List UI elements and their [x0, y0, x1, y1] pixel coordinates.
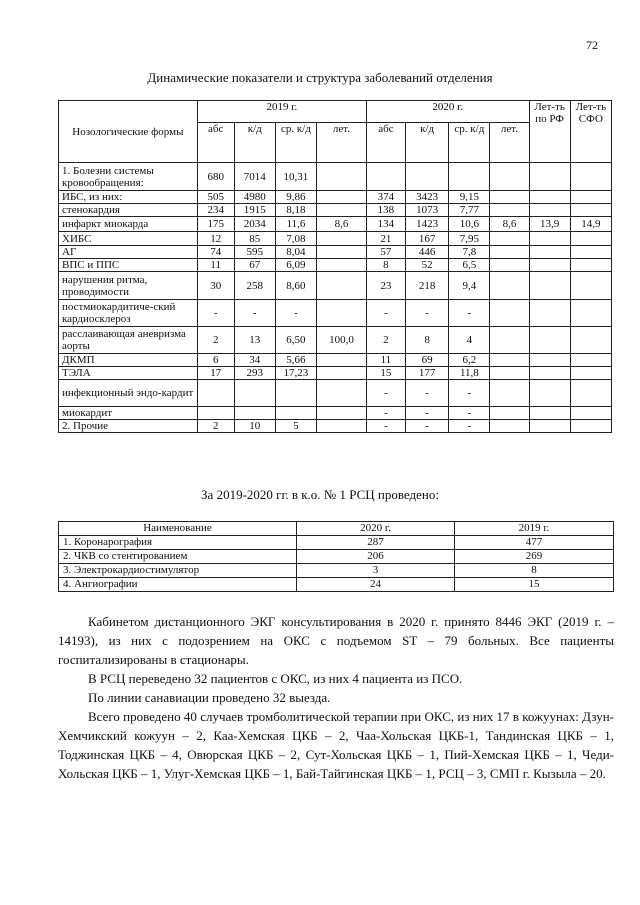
cell-s19: [275, 380, 316, 407]
cell-l19: [317, 354, 367, 367]
paragraph-transfer: В РСЦ переведено 32 пациентов с ОКС, из них 4 пациента из ПСО.: [88, 671, 463, 686]
cell-s20: -: [449, 380, 490, 407]
row-label: инфекционный эндо-кардит: [59, 380, 198, 407]
table-row: [59, 327, 612, 354]
cell-rf: [529, 420, 570, 433]
cell-sfo: [570, 354, 611, 367]
cell-v2020: 24: [297, 578, 455, 592]
cell-s19: [275, 407, 316, 420]
table-row: [59, 420, 612, 433]
cell-l20: [490, 163, 529, 191]
table-row: [59, 578, 614, 592]
cell-a20: 134: [366, 217, 405, 232]
page-number: 72: [586, 38, 598, 52]
cell-l20: [490, 300, 529, 327]
cell-s20: [449, 163, 490, 191]
cell-l19: [317, 272, 367, 300]
cell-k19: 7014: [234, 163, 275, 191]
subtitle: За 2019-2020 гг. в к.о. № 1 РСЦ проведено:: [201, 487, 439, 502]
cell-k20: 1073: [405, 204, 448, 217]
cell-k20: [405, 163, 448, 191]
cell-sfo: [570, 232, 611, 246]
cell-k19: 258: [234, 272, 275, 300]
table-row: [59, 380, 612, 407]
row-label: 1. Болезни системы кровообращения:: [59, 163, 198, 191]
cell-k19: 67: [234, 259, 275, 272]
cell-l19: [317, 246, 367, 259]
cell-s19: -: [275, 300, 316, 327]
cell-l20: [490, 259, 529, 272]
cell-sfo: [570, 246, 611, 259]
cell-rf: [529, 272, 570, 300]
cell-k19: [234, 380, 275, 407]
cell-s20: 11,8: [449, 367, 490, 380]
cell-name: 2. ЧКВ со стентированием: [59, 550, 297, 564]
cell-k19: 34: [234, 354, 275, 367]
header-srkd: ср. к/д: [275, 123, 316, 163]
cell-k20: 446: [405, 246, 448, 259]
cell-k19: 1915: [234, 204, 275, 217]
cell-sfo: [570, 204, 611, 217]
cell-k19: 10: [234, 420, 275, 433]
cell-l19: [317, 204, 367, 217]
cell-rf: [529, 246, 570, 259]
cell-rf: [529, 259, 570, 272]
cell-a19: 680: [197, 163, 234, 191]
cell-rf: [529, 327, 570, 354]
header-2019: 2019 г.: [197, 101, 366, 123]
cell-rf: 13,9: [529, 217, 570, 232]
cell-s20: -: [449, 300, 490, 327]
cell-a20: -: [366, 380, 405, 407]
cell-k20: -: [405, 300, 448, 327]
header-nozo: Нозологические формы: [59, 101, 198, 163]
cell-l19: 8,6: [317, 217, 367, 232]
cell-sfo: [570, 380, 611, 407]
cell-a20: 2: [366, 327, 405, 354]
header-2019: 2019 г.: [455, 522, 614, 536]
table-row: [59, 354, 612, 367]
cell-a19: 234: [197, 204, 234, 217]
cell-sfo: [570, 163, 611, 191]
cell-s20: 6,5: [449, 259, 490, 272]
cell-v2019: 8: [455, 564, 614, 578]
cell-a20: [366, 163, 405, 191]
row-label: ДКМП: [59, 354, 198, 367]
table-row: [59, 272, 612, 300]
cell-a19: 505: [197, 191, 234, 204]
cell-s19: 17,23: [275, 367, 316, 380]
header-srkd: ср. к/д: [449, 123, 490, 163]
row-label: ВПС и ППС: [59, 259, 198, 272]
cell-a19: [197, 380, 234, 407]
cell-s19: 6,09: [275, 259, 316, 272]
table-row: [59, 191, 612, 204]
table-row: [59, 564, 614, 578]
cell-k20: 218: [405, 272, 448, 300]
header-2020: 2020 г.: [366, 101, 529, 123]
cell-v2020: 3: [297, 564, 455, 578]
cell-sfo: [570, 191, 611, 204]
cell-l20: [490, 204, 529, 217]
cell-a19: [197, 407, 234, 420]
cell-a19: 12: [197, 232, 234, 246]
cell-a20: -: [366, 300, 405, 327]
cell-name: 1. Коронарография: [59, 536, 297, 550]
cell-l20: [490, 232, 529, 246]
row-label: ИБС, из них:: [59, 191, 198, 204]
cell-k19: [234, 407, 275, 420]
cell-a20: 21: [366, 232, 405, 246]
cell-rf: [529, 354, 570, 367]
cell-a20: 138: [366, 204, 405, 217]
header-2020: 2020 г.: [297, 522, 455, 536]
table-row: [59, 246, 612, 259]
cell-a20: 11: [366, 354, 405, 367]
row-label: АГ: [59, 246, 198, 259]
cell-s20: 7,8: [449, 246, 490, 259]
cell-rf: [529, 367, 570, 380]
cell-l19: [317, 163, 367, 191]
cell-k20: -: [405, 380, 448, 407]
cell-a19: 2: [197, 327, 234, 354]
cell-l20: [490, 191, 529, 204]
cell-s19: 10,31: [275, 163, 316, 191]
row-label: инфаркт миокарда: [59, 217, 198, 232]
cell-a20: 8: [366, 259, 405, 272]
table-row: [59, 300, 612, 327]
cell-s20: 9,15: [449, 191, 490, 204]
cell-s20: -: [449, 420, 490, 433]
cell-l19: [317, 407, 367, 420]
paragraph-block: [58, 612, 614, 783]
cell-rf: [529, 407, 570, 420]
header-let: лет.: [490, 123, 529, 163]
cell-a19: 30: [197, 272, 234, 300]
cell-s19: 8,18: [275, 204, 316, 217]
cell-l19: [317, 420, 367, 433]
cell-k20: 167: [405, 232, 448, 246]
cell-k20: 3423: [405, 191, 448, 204]
cell-sfo: [570, 407, 611, 420]
cell-s19: 8,60: [275, 272, 316, 300]
paragraph-thrombolysis: Всего проведено 40 случаев тромболитической терапии при ОКС, из них 17 в кожуунах: Дзун-Хемчикский кожуун – 2, Каа-Хемская ЦКБ – 2, Чаа-Хольская ЦКБ-1, Тандинская ЦКБ – 1, Тоджинская ЦКБ – 4, Овюрская ЦКБ – 2, Сут-Хольская ЦКБ – 1, Пий-Хемская ЦКБ – 1, Чеди-Хольская ЦКБ – 1, Улуг-Хемская ЦКБ – 1, Бай-Тайгинская ЦКБ – 1, РСЦ – 3, СМП г. Кызыла – 20.: [58, 709, 614, 781]
cell-s19: 7,08: [275, 232, 316, 246]
cell-k19: -: [234, 300, 275, 327]
cell-k20: 1423: [405, 217, 448, 232]
cell-v2020: 206: [297, 550, 455, 564]
cell-rf: [529, 163, 570, 191]
table-row: [59, 232, 612, 246]
row-label: миокардит: [59, 407, 198, 420]
morbidity-table: [58, 100, 612, 433]
cell-v2019: 477: [455, 536, 614, 550]
cell-rf: [529, 380, 570, 407]
cell-l19: [317, 367, 367, 380]
cell-name: 4. Ангиографии: [59, 578, 297, 592]
cell-k19: 4980: [234, 191, 275, 204]
table-row: [59, 217, 612, 232]
cell-s20: -: [449, 407, 490, 420]
cell-name: 3. Электрокардиостимулятор: [59, 564, 297, 578]
cell-k19: 85: [234, 232, 275, 246]
cell-l19: [317, 300, 367, 327]
row-label: расслаивающая аневризма аорты: [59, 327, 198, 354]
cell-s20: 6,2: [449, 354, 490, 367]
cell-k20: 8: [405, 327, 448, 354]
cell-v2020: 287: [297, 536, 455, 550]
header-let-rf: Лет-ть по РФ: [529, 101, 570, 163]
cell-k20: -: [405, 407, 448, 420]
cell-sfo: [570, 327, 611, 354]
cell-a20: 57: [366, 246, 405, 259]
cell-rf: [529, 204, 570, 217]
procedures-table: [58, 521, 614, 592]
cell-s19: 6,50: [275, 327, 316, 354]
cell-s20: 10,6: [449, 217, 490, 232]
row-label: ХИБС: [59, 232, 198, 246]
cell-l20: [490, 354, 529, 367]
cell-k19: 293: [234, 367, 275, 380]
table-row: [59, 259, 612, 272]
cell-k19: 595: [234, 246, 275, 259]
cell-s20: 7,95: [449, 232, 490, 246]
row-label: стенокардия: [59, 204, 198, 217]
cell-s19: 5,66: [275, 354, 316, 367]
cell-a19: 74: [197, 246, 234, 259]
paragraph-ecg: Кабинетом дистанционного ЭКГ консультирования в 2020 г. принято 8446 ЭКГ (2019 г. – 14193), из них с подозрением на ОКС с подъемом ST – 79 больных. Все пациенты госпитализированы в стационары.: [58, 614, 614, 667]
cell-l19: [317, 259, 367, 272]
cell-s19: 5: [275, 420, 316, 433]
table-row: [59, 204, 612, 217]
cell-s19: 11,6: [275, 217, 316, 232]
cell-l19: [317, 191, 367, 204]
cell-k20: -: [405, 420, 448, 433]
cell-l20: [490, 246, 529, 259]
header-let-sfo: Лет-ть СФО: [570, 101, 611, 163]
header-kd: к/д: [234, 123, 275, 163]
cell-sfo: [570, 420, 611, 433]
row-label: нарушения ритма, проводимости: [59, 272, 198, 300]
cell-a19: 6: [197, 354, 234, 367]
cell-s19: 8,04: [275, 246, 316, 259]
row-label: 2. Прочие: [59, 420, 198, 433]
cell-k20: 69: [405, 354, 448, 367]
cell-l20: [490, 407, 529, 420]
cell-a20: 15: [366, 367, 405, 380]
cell-a20: 374: [366, 191, 405, 204]
cell-l19: 100,0: [317, 327, 367, 354]
cell-l20: [490, 367, 529, 380]
cell-a19: -: [197, 300, 234, 327]
cell-rf: [529, 232, 570, 246]
cell-l20: [490, 420, 529, 433]
header-kd: к/д: [405, 123, 448, 163]
cell-k20: 177: [405, 367, 448, 380]
cell-a19: 2: [197, 420, 234, 433]
cell-l20: [490, 272, 529, 300]
table-row: [59, 550, 614, 564]
cell-a20: -: [366, 420, 405, 433]
cell-a19: 17: [197, 367, 234, 380]
cell-v2019: 269: [455, 550, 614, 564]
header-abs: абс: [197, 123, 234, 163]
header-let: лет.: [317, 123, 367, 163]
cell-s19: 9,86: [275, 191, 316, 204]
table-row: [59, 407, 612, 420]
row-label: постмиокардитиче-ский кардиосклероз: [59, 300, 198, 327]
cell-l19: [317, 380, 367, 407]
cell-l19: [317, 232, 367, 246]
header-name: Наименование: [59, 522, 297, 536]
cell-rf: [529, 300, 570, 327]
cell-k20: 52: [405, 259, 448, 272]
header-abs: абс: [366, 123, 405, 163]
cell-sfo: [570, 367, 611, 380]
cell-a20: -: [366, 407, 405, 420]
cell-sfo: [570, 300, 611, 327]
cell-k19: 2034: [234, 217, 275, 232]
cell-l20: 8,6: [490, 217, 529, 232]
row-label: ТЭЛА: [59, 367, 198, 380]
cell-v2019: 15: [455, 578, 614, 592]
cell-a20: 23: [366, 272, 405, 300]
cell-a19: 11: [197, 259, 234, 272]
cell-s20: 4: [449, 327, 490, 354]
table-row: [59, 163, 612, 191]
cell-s20: 9,4: [449, 272, 490, 300]
cell-k19: 13: [234, 327, 275, 354]
page-title: Динамические показатели и структура заболеваний отделения: [147, 70, 493, 85]
cell-a19: 175: [197, 217, 234, 232]
table-row: [59, 536, 614, 550]
cell-l20: [490, 327, 529, 354]
paragraph-sanaviation: По линии санавиации проведено 32 выезда.: [88, 690, 331, 705]
cell-sfo: [570, 272, 611, 300]
cell-l20: [490, 380, 529, 407]
cell-sfo: 14,9: [570, 217, 611, 232]
cell-s20: 7,77: [449, 204, 490, 217]
cell-sfo: [570, 259, 611, 272]
cell-rf: [529, 191, 570, 204]
table-row: [59, 367, 612, 380]
